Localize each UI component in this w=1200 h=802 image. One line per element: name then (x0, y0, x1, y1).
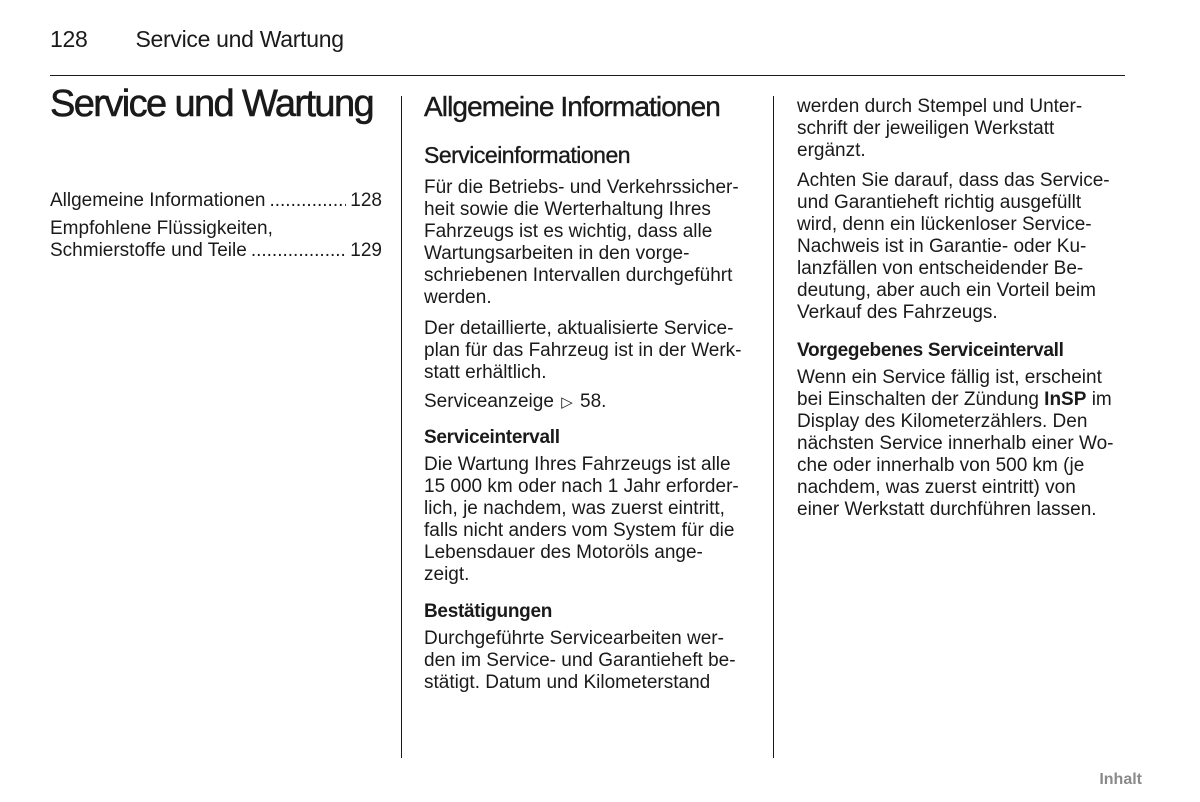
text-line: falls nicht anders vom System für die (424, 520, 735, 541)
display-code: InSP (1044, 389, 1087, 410)
footer-contents-link[interactable]: Inhalt (1099, 771, 1142, 788)
text-line: plan für das Fahrzeug ist in der Werk- (424, 340, 742, 361)
reference-page[interactable]: 58. (580, 391, 607, 412)
toc-entry-page[interactable]: 129 (350, 240, 382, 261)
text-line: Display des Kilometerzählers. Den (797, 411, 1088, 432)
paragraph (797, 367, 1127, 521)
paragraph (797, 96, 1127, 162)
text-line: schriebenen Intervallen durchgeführt (424, 265, 733, 286)
chapter-title: Service und Wartung (50, 83, 374, 125)
text-line: che oder innerhalb von 500 km (je (797, 455, 1085, 476)
section-title: Allgemeine Informationen (424, 91, 720, 122)
paragraph (424, 454, 756, 586)
toc-entry-text[interactable]: Empfohlene Flüssigkeiten, (50, 218, 273, 239)
text-line: Für die Betriebs- und Verkehrssicher- (424, 177, 739, 198)
text-line: schrift der jeweiligen Werkstatt (797, 118, 1055, 139)
page-number: 128 (50, 26, 88, 52)
text-fragment: im (1091, 389, 1112, 410)
text-line: stätigt. Datum und Kilometerstand (424, 672, 711, 693)
heading-preset-interval: Vorgegebenes Serviceintervall (797, 340, 1064, 361)
text-line: deutung, aber auch ein Vorteil beim (797, 280, 1096, 301)
text-line: Der detaillierte, aktualisierte Service- (424, 318, 734, 339)
text-line: und Garantieheft richtig ausgefüllt (797, 192, 1082, 213)
text-line: lich, je nachdem, was zuerst eintritt, (424, 498, 725, 519)
heading-confirmations: Bestätigungen (424, 601, 553, 622)
paragraph (797, 170, 1127, 324)
toc-entry-text[interactable]: Allgemeine Informationen (50, 190, 266, 211)
text-line: Verkauf des Fahrzeugs. (797, 302, 998, 323)
text-line: werden durch Stempel und Unter- (797, 96, 1083, 117)
text-line: Nachweis ist in Garantie- oder Ku- (797, 236, 1087, 257)
toc-entry-page[interactable]: 128 (350, 190, 382, 211)
paragraph (424, 177, 756, 309)
text-line: Wartungsarbeiten in den vorge- (424, 243, 690, 264)
text-line: einer Werkstatt durchführen lassen. (797, 499, 1097, 520)
text-line: heit sowie die Werterhaltung Ihres (424, 199, 711, 220)
toc-entry-text[interactable]: Schmierstoffe und Teile (50, 240, 247, 261)
text-line: statt erhältlich. (424, 362, 547, 383)
toc-entry[interactable] (50, 190, 382, 212)
arrow-right-icon: ▷ (561, 394, 573, 411)
text-line: werden. (424, 287, 492, 308)
page-header (50, 26, 344, 53)
text-line: Wenn ein Service fällig ist, erscheint (797, 367, 1102, 388)
cross-reference[interactable] (424, 391, 756, 414)
text-line (797, 389, 1127, 411)
text-line: wird, denn ein lückenloser Service- (797, 214, 1092, 235)
text-line: Die Wartung Ihres Fahrzeugs ist alle (424, 454, 731, 475)
heading-service-interval: Serviceintervall (424, 427, 560, 448)
text-line: Lebensdauer des Motoröls ange- (424, 542, 703, 563)
header-chapter: Service und Wartung (135, 26, 344, 52)
paragraph (424, 391, 756, 414)
text-line: nächsten Service innerhalb einer Wo- (797, 433, 1114, 454)
text-line: Durchgeführte Servicearbeiten wer- (424, 628, 724, 649)
text-line: Fahrzeugs ist es wichtig, dass alle (424, 221, 713, 242)
text-line: zeigt. (424, 564, 470, 585)
column-divider (773, 96, 774, 758)
text-line: Achten Sie darauf, dass das Service- (797, 170, 1110, 191)
text-line: den im Service- und Garantieheft be- (424, 650, 736, 671)
paragraph (424, 628, 756, 694)
text-line: lanzfällen von entscheidender Be- (797, 258, 1084, 279)
toc-leader-dots (269, 190, 346, 212)
table-of-contents (50, 190, 382, 268)
text-fragment: bei Einschalten der Zündung (797, 389, 1039, 410)
header-rule (50, 75, 1125, 76)
toc-entry[interactable] (50, 218, 382, 262)
text-line: nachdem, was zuerst eintritt) von (797, 477, 1076, 498)
text-line: ergänzt. (797, 140, 866, 161)
reference-text[interactable]: Serviceanzeige (424, 391, 554, 412)
paragraph (424, 318, 756, 384)
toc-leader-dots (251, 240, 346, 262)
column-divider (401, 96, 402, 758)
text-line: 15 000 km oder nach 1 Jahr erforder- (424, 476, 739, 497)
subsection-title: Serviceinformationen (424, 142, 631, 168)
